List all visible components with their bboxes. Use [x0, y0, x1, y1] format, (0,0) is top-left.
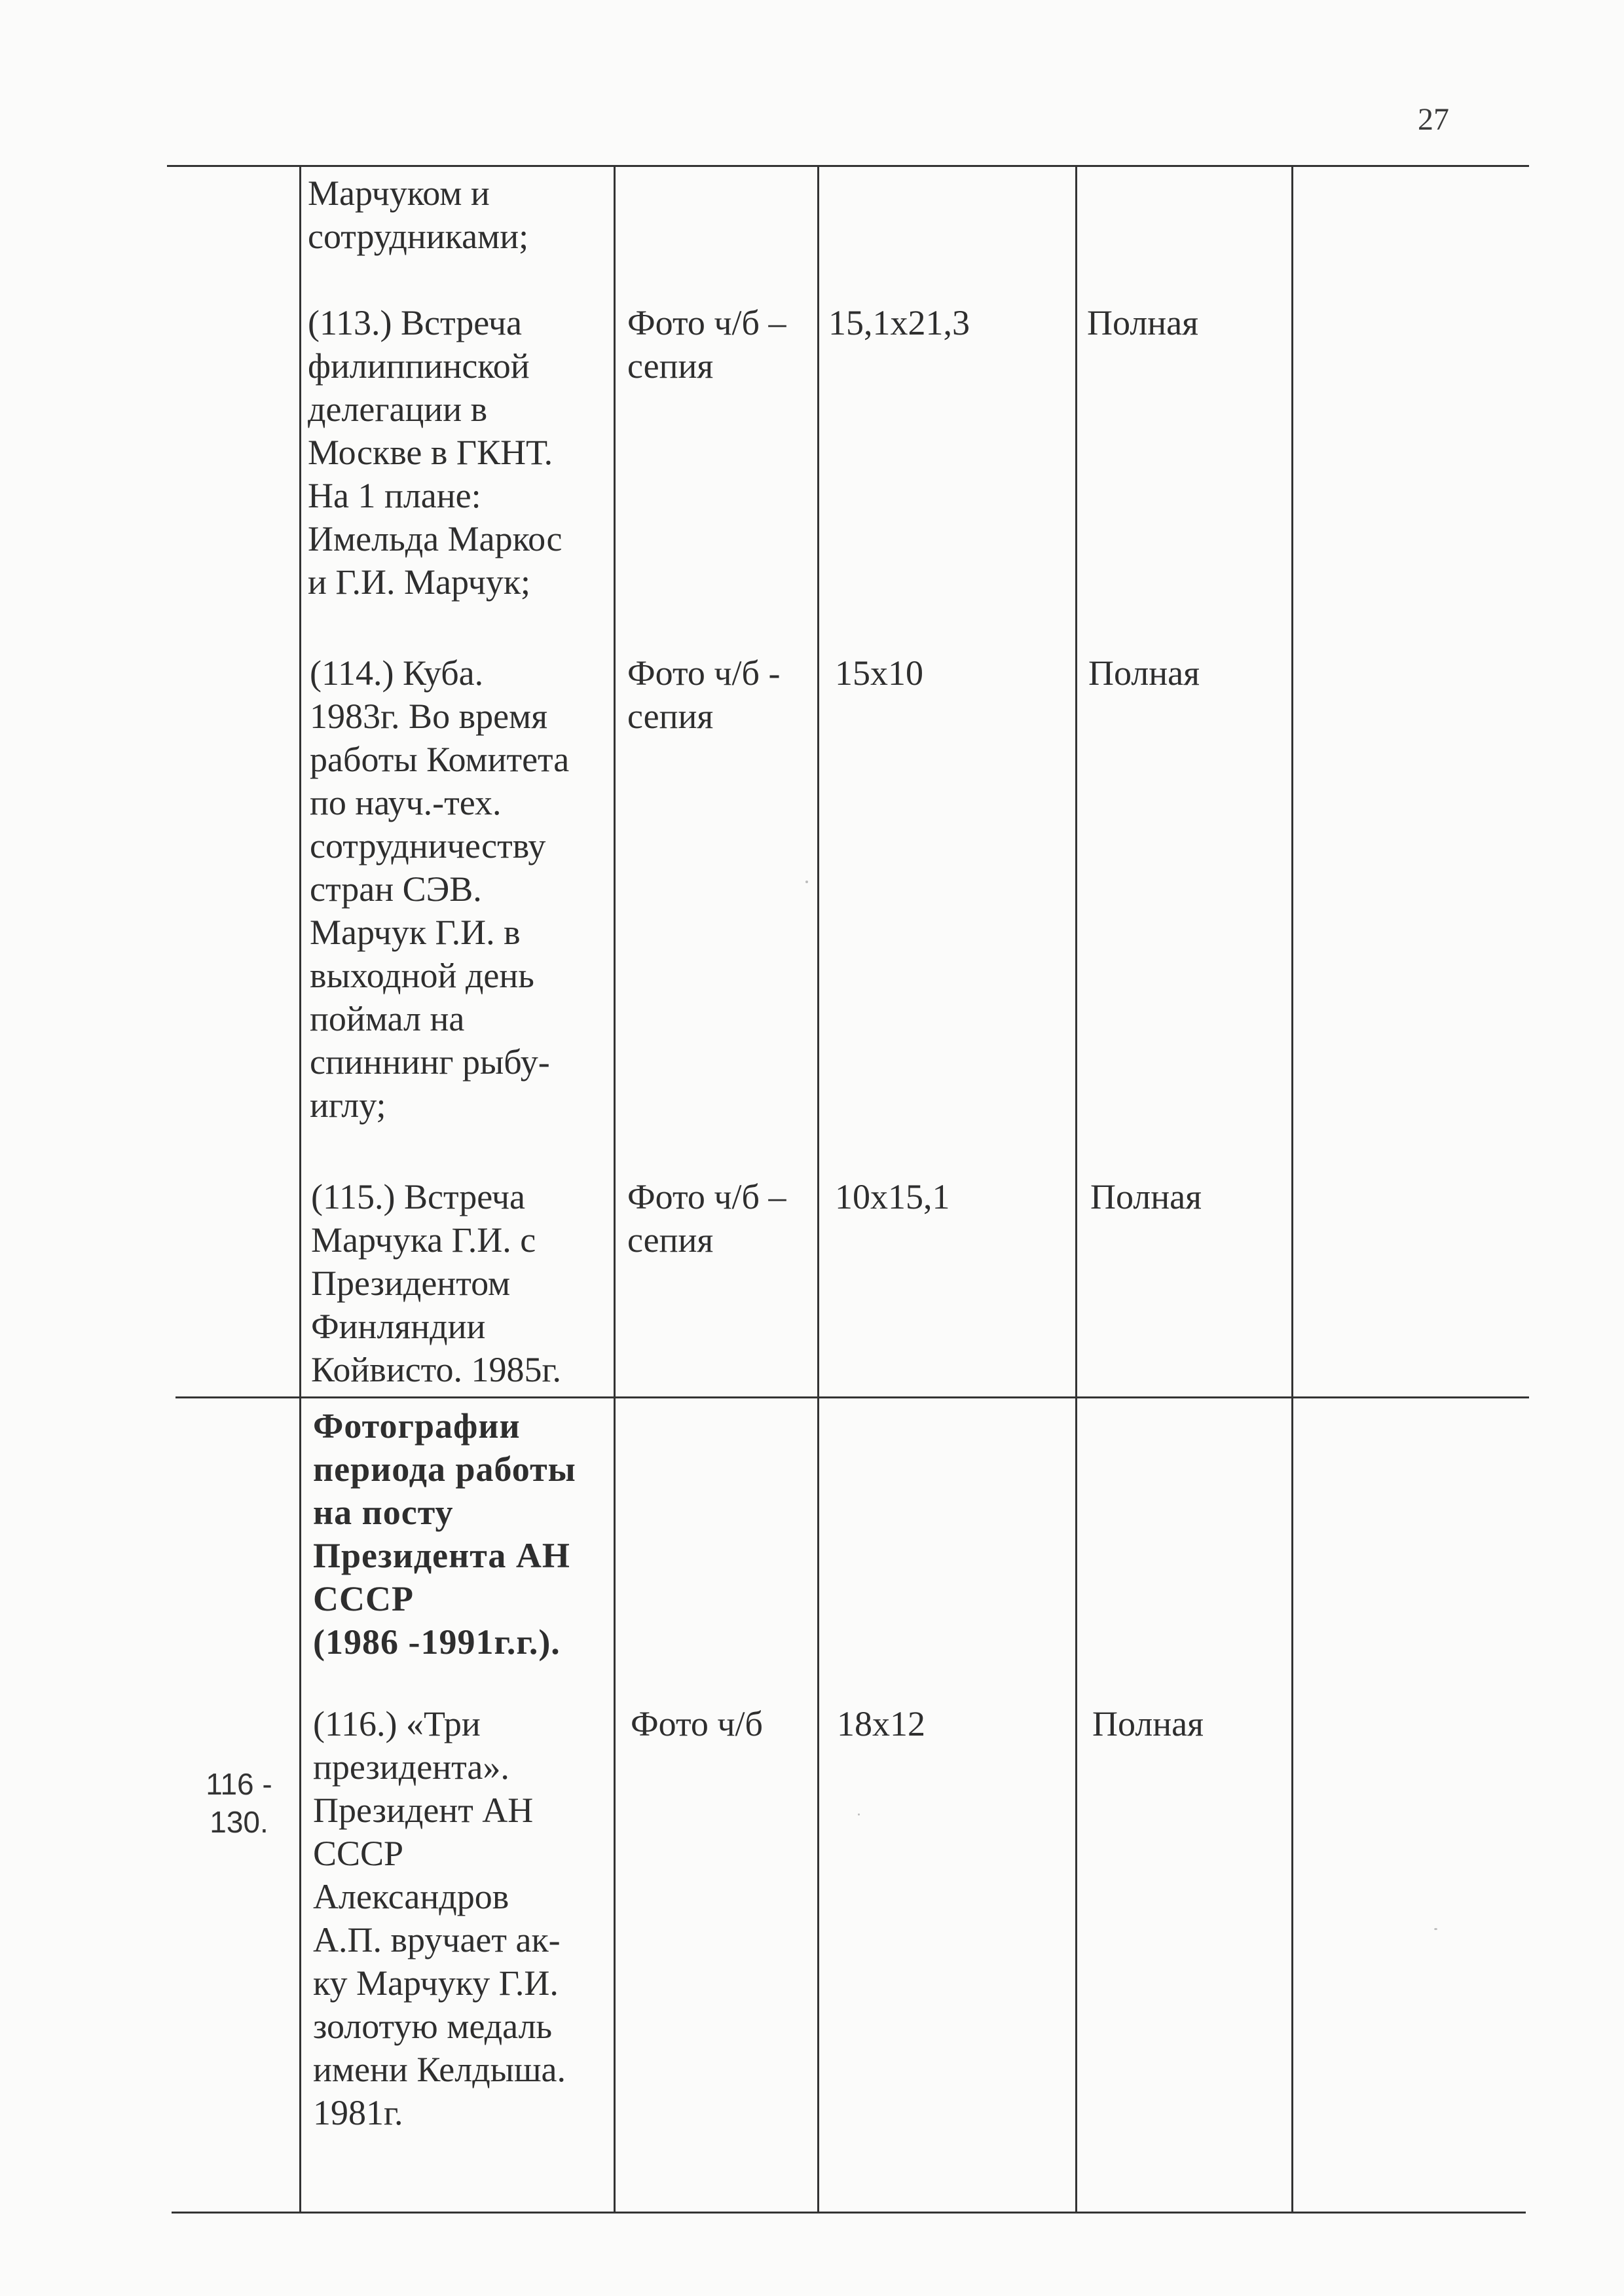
cell-completeness-116: Полная	[1092, 1704, 1204, 1743]
page-number: 27	[1418, 102, 1449, 137]
scan-speck	[858, 1813, 860, 1815]
table-top-border	[167, 165, 1529, 167]
cell-size-115: 10х15,1	[835, 1177, 950, 1216]
cell-type-113: Фото ч/б – сепия	[627, 303, 786, 386]
column-divider-2	[614, 165, 616, 2212]
cell-description-115: (115.) Встреча Марчука Г.И. с Президентом Финляндии Койвисто. 1985г.	[311, 1177, 562, 1389]
scan-speck	[1434, 1928, 1437, 1930]
cell-type-114: Фото ч/б - сепия	[627, 653, 781, 736]
column-divider-3	[817, 165, 819, 2212]
section-heading: Фотографии периода работы на посту Президента АН СССР (1986 -1991г.г.).	[313, 1406, 576, 1662]
cell-description-114: (114.) Куба. 1983г. Во время работы Комитета по науч.-тех. сотрудничеству стран СЭВ. Марчук Г.И. в выходной день поймал на спиннинг рыбу- иглу;	[310, 653, 570, 1125]
row-divider	[175, 1396, 1529, 1398]
column-divider-1	[299, 165, 301, 2212]
scan-speck	[805, 881, 808, 883]
cell-description-113: (113.) Встреча филиппинской делегации в Москве в ГКНТ. На 1 плане: Имельда Маркос и Г.И. Марчук;	[308, 303, 563, 602]
column-divider-4	[1075, 165, 1077, 2212]
cell-description-116: (116.) «Три президента». Президент АН СССР Александров А.П. вручает ак- ку Марчуку Г.И. золотую медаль имени Келдыша. 1981г.	[313, 1704, 566, 2132]
cell-completeness-113: Полная	[1087, 303, 1198, 342]
cell-type-116: Фото ч/б	[631, 1704, 763, 1743]
cell-completeness-114: Полная	[1088, 653, 1200, 693]
cell-completeness-115: Полная	[1090, 1177, 1202, 1216]
table-bottom-border	[172, 2212, 1526, 2214]
column-divider-5	[1291, 165, 1293, 2212]
cell-row-number: 116 - 130.	[206, 1767, 272, 1839]
cell-size-114: 15х10	[835, 653, 923, 693]
cell-size-113: 15,1х21,3	[828, 303, 970, 342]
cell-description-continued: Марчуком и сотрудниками;	[308, 173, 529, 256]
cell-type-115: Фото ч/б – сепия	[627, 1177, 786, 1260]
cell-size-116: 18х12	[837, 1704, 925, 1743]
